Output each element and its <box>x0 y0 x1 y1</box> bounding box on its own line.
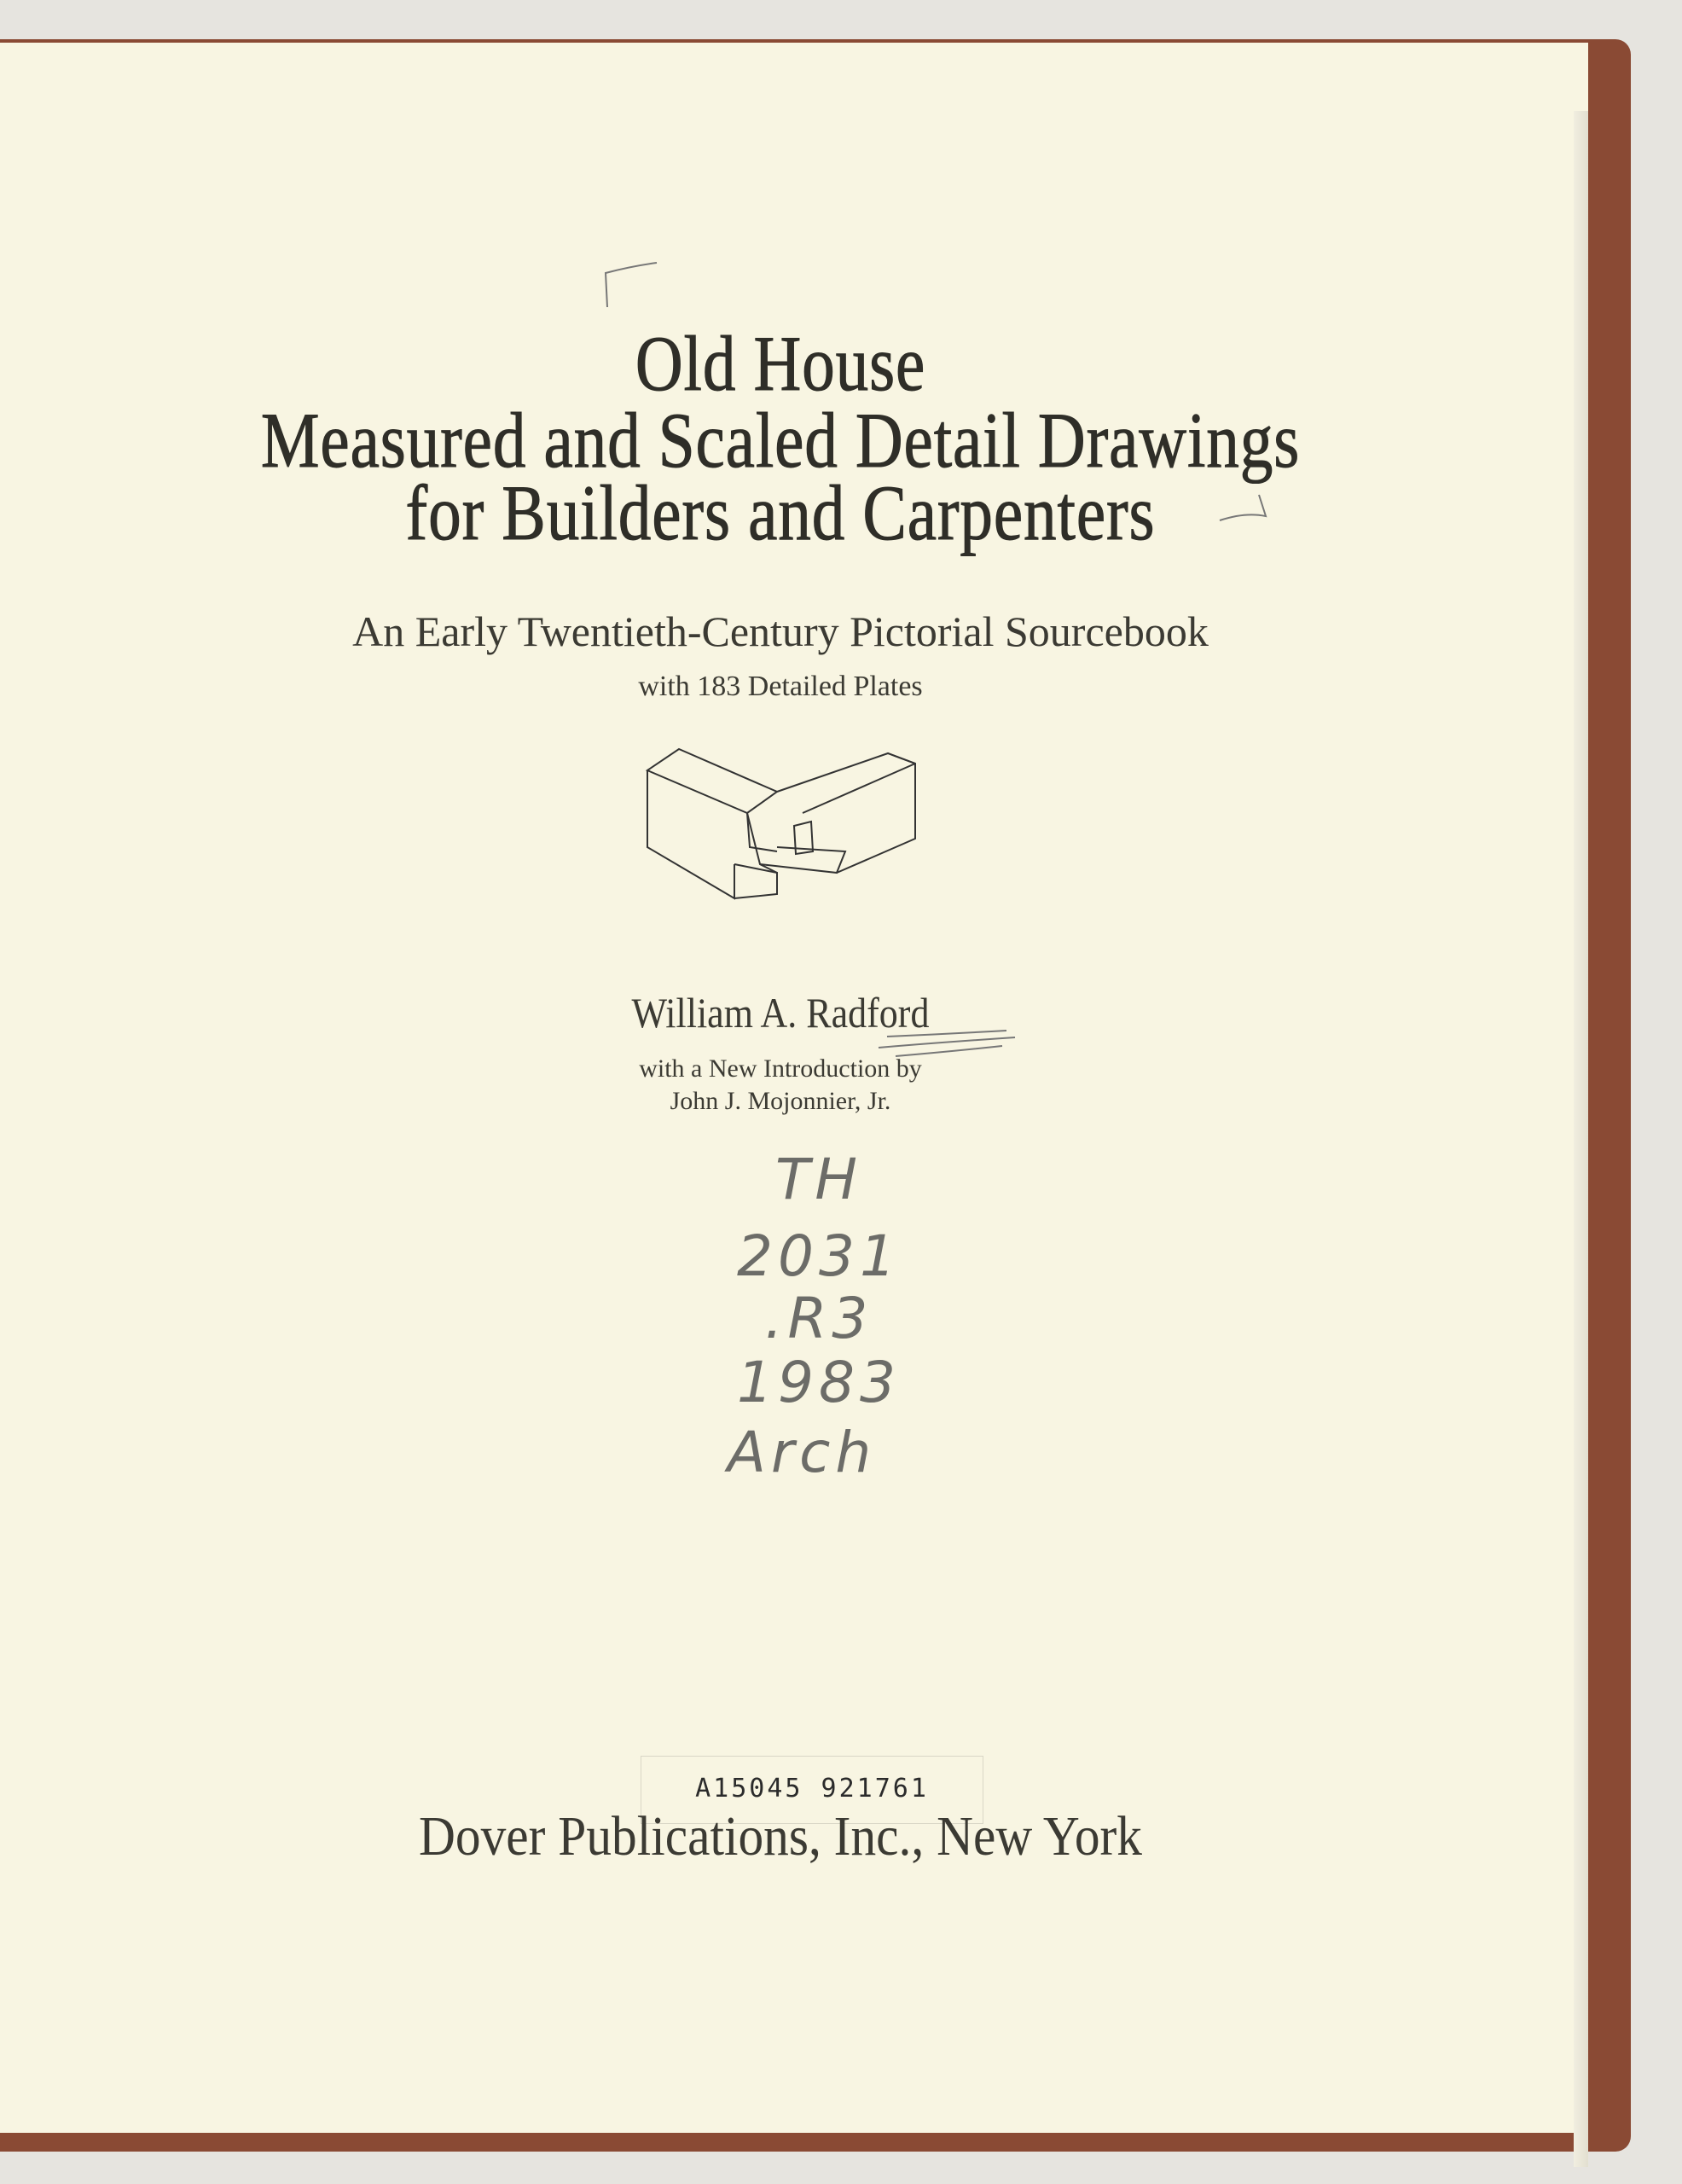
call-number-line-4: 1983 <box>737 1350 901 1415</box>
title-line-1: Old House <box>635 320 926 407</box>
call-number-line-1: TH <box>775 1147 862 1212</box>
title-page <box>0 43 1588 2133</box>
call-number-line-3: .R3 <box>764 1286 873 1351</box>
author-name: William A. Radford <box>631 989 930 1037</box>
intro-author: John J. Mojonnier, Jr. <box>670 1087 891 1115</box>
publisher: Dover Publications, Inc., New York <box>418 1805 1143 1867</box>
page-edges <box>1574 111 1588 2167</box>
plates-note: with 183 Detailed Plates <box>638 671 923 702</box>
title-line-3: for Builders and Carpenters <box>405 469 1156 556</box>
joinery-illustration <box>641 745 922 911</box>
barcode-number: A15045 921761 <box>695 1774 929 1804</box>
intro-credit: with a New Introduction by <box>639 1054 922 1083</box>
call-number-line-5: Arch <box>727 1420 877 1485</box>
title-line-2: Measured and Scaled Detail Drawings <box>260 397 1301 484</box>
subtitle: An Early Twentieth-Century Pictorial Sourcebook <box>352 607 1209 655</box>
call-number-line-2: 2031 <box>737 1223 901 1289</box>
pencil-bracket-marks <box>597 256 1279 597</box>
